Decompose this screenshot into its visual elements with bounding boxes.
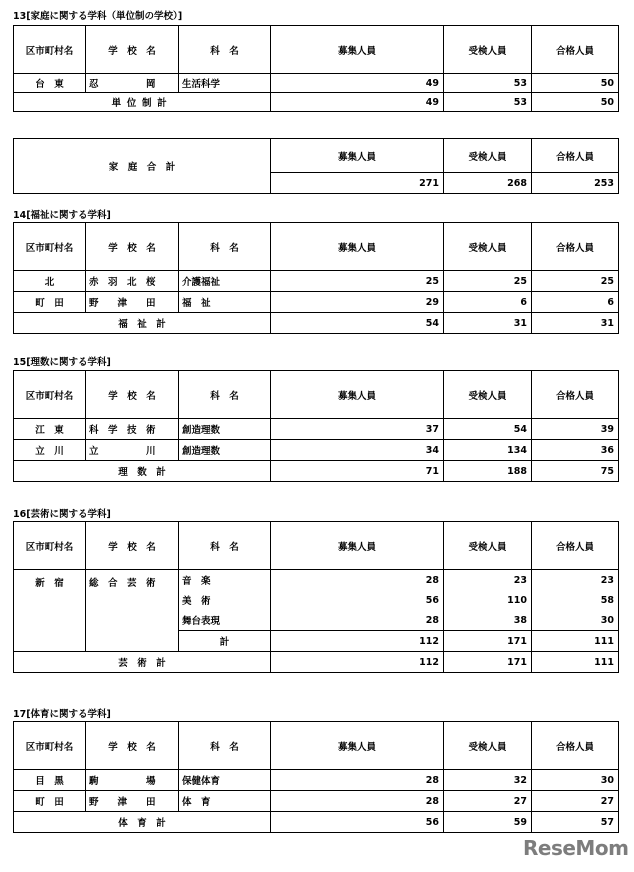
total-row [14,93,619,112]
passed-cell: 25 [532,271,619,292]
subject-cell: 保健体育 [179,770,271,791]
header-school: 学 校 名 [86,522,179,570]
header-applicants: 受検人員 [444,26,532,74]
total-label: 理 数 計 [14,461,271,482]
section-15-table [13,370,619,482]
school-cell: 立 川 [86,440,179,461]
passed-cell: 6 [532,292,619,313]
total-applicants: 188 [444,461,532,482]
passed-cell: 23 [532,570,619,591]
table-row [14,271,619,292]
district-cell: 立 川 [14,440,86,461]
subject-cell: 創造理数 [179,440,271,461]
passed-cell: 30 [532,610,619,631]
recruit-cell: 25 [271,271,444,292]
header-subject: 科 名 [179,223,271,271]
header-recruit: 募集人員 [271,26,444,74]
header-school: 学 校 名 [86,223,179,271]
school-cell: 野 津 田 [86,292,179,313]
header-district: 区市町村名 [14,223,86,271]
header-applicants: 受検人員 [444,139,532,173]
applicants-cell: 134 [444,440,532,461]
home-total-label: 家 庭 合 計 [14,139,271,194]
total-passed: 57 [532,812,619,833]
recruit-cell: 29 [271,292,444,313]
total-label: 体 育 計 [14,812,271,833]
header-district: 区市町村名 [14,26,86,74]
district-cell: 台 東 [14,74,86,93]
recruit-cell: 28 [271,791,444,812]
recruit-cell: 34 [271,440,444,461]
total-row [14,313,619,334]
table-row [14,419,619,440]
passed-cell: 36 [532,440,619,461]
header-passed: 合格人員 [532,223,619,271]
home-total-applicants: 268 [444,173,532,194]
total-recruit: 71 [271,461,444,482]
table-row [14,74,619,93]
total-passed: 31 [532,313,619,334]
total-applicants: 31 [444,313,532,334]
school-cell: 駒 場 [86,770,179,791]
subject-cell: 創造理数 [179,419,271,440]
recruit-cell: 28 [271,570,444,591]
recruit-cell: 37 [271,419,444,440]
total-recruit: 112 [271,652,444,673]
total-recruit: 54 [271,313,444,334]
header-subject: 科 名 [179,722,271,770]
table-row [14,292,619,313]
header-district: 区市町村名 [14,371,86,419]
school-cell: 科 学 技 術 [86,419,179,440]
subject-cell: 生活科学 [179,74,271,93]
home-total-recruit: 271 [271,173,444,194]
header-applicants: 受検人員 [444,371,532,419]
applicants-cell: 23 [444,570,532,591]
subtotal-recruit: 112 [271,631,444,652]
section-17-heading: 17[体育に関する学科] [13,709,111,720]
header-recruit: 募集人員 [271,139,444,173]
header-subject: 科 名 [179,371,271,419]
header-school: 学 校 名 [86,722,179,770]
home-total-passed: 253 [532,173,619,194]
district-cell: 江 東 [14,419,86,440]
section-14-table [13,222,619,334]
subtotal-passed: 111 [532,631,619,652]
subject-cell: 介護福祉 [179,271,271,292]
subject-cell: 美 術 [179,590,271,610]
header-applicants: 受検人員 [444,223,532,271]
applicants-cell: 32 [444,770,532,791]
header-district: 区市町村名 [14,522,86,570]
applicants-cell: 25 [444,271,532,292]
subject-cell: 音 楽 [179,570,271,591]
total-label: 芸 術 計 [14,652,271,673]
subtotal-applicants: 171 [444,631,532,652]
passed-cell: 58 [532,590,619,610]
resemom-logo: ReseMom [523,836,629,860]
section-16-table [13,521,619,673]
school-cell: 総 合 芸 術 [86,570,179,652]
school-cell: 赤 羽 北 桜 [86,271,179,292]
total-row [14,461,619,482]
passed-cell: 39 [532,419,619,440]
subject-cell: 福 祉 [179,292,271,313]
subtotal-label: 計 [179,631,271,652]
header-subject: 科 名 [179,522,271,570]
passed-cell: 27 [532,791,619,812]
header-district: 区市町村名 [14,722,86,770]
header-recruit: 募集人員 [271,223,444,271]
header-passed: 合格人員 [532,371,619,419]
passed-cell: 50 [532,74,619,93]
section-14-heading: 14[福祉に関する学科] [13,210,111,221]
school-cell: 野 津 田 [86,791,179,812]
section-13-table [13,25,619,112]
district-cell: 町 田 [14,292,86,313]
header-passed: 合格人員 [532,722,619,770]
school-cell: 忍 岡 [86,74,179,93]
district-cell: 町 田 [14,791,86,812]
header-subject: 科 名 [179,26,271,74]
header-passed: 合格人員 [532,522,619,570]
applicants-cell: 54 [444,419,532,440]
total-recruit: 49 [271,93,444,112]
recruit-cell: 28 [271,610,444,631]
district-cell: 目 黒 [14,770,86,791]
header-school: 学 校 名 [86,371,179,419]
applicants-cell: 53 [444,74,532,93]
total-row [14,652,619,673]
header-passed: 合格人員 [532,26,619,74]
subject-cell: 舞台表現 [179,610,271,631]
total-applicants: 171 [444,652,532,673]
applicants-cell: 27 [444,791,532,812]
total-label: 単位制計 [14,93,271,112]
applicants-cell: 110 [444,590,532,610]
section-13-heading: 13[家庭に関する学科（単位制の学校）] [13,11,183,22]
total-applicants: 53 [444,93,532,112]
header-recruit: 募集人員 [271,522,444,570]
recruit-cell: 49 [271,74,444,93]
recruit-cell: 56 [271,590,444,610]
section-17-table [13,721,619,833]
total-label: 福 祉 計 [14,313,271,334]
section-15-heading: 15[理数に関する学科] [13,357,111,368]
district-cell: 北 [14,271,86,292]
applicants-cell: 6 [444,292,532,313]
applicants-cell: 38 [444,610,532,631]
table-header-row [14,26,619,74]
total-recruit: 56 [271,812,444,833]
subject-cell: 体 育 [179,791,271,812]
passed-cell: 30 [532,770,619,791]
header-recruit: 募集人員 [271,371,444,419]
table-row [14,570,619,591]
header-school: 学 校 名 [86,26,179,74]
recruit-cell: 28 [271,770,444,791]
table-row [14,440,619,461]
table-row [14,770,619,791]
home-total-table [13,138,619,194]
district-cell: 新 宿 [14,570,86,652]
total-row [14,812,619,833]
header-applicants: 受検人員 [444,722,532,770]
header-recruit: 募集人員 [271,722,444,770]
header-passed: 合格人員 [532,139,619,173]
section-16-heading: 16[芸術に関する学科] [13,509,111,520]
header-applicants: 受検人員 [444,522,532,570]
total-applicants: 59 [444,812,532,833]
total-passed: 75 [532,461,619,482]
total-passed: 111 [532,652,619,673]
table-row [14,791,619,812]
total-passed: 50 [532,93,619,112]
